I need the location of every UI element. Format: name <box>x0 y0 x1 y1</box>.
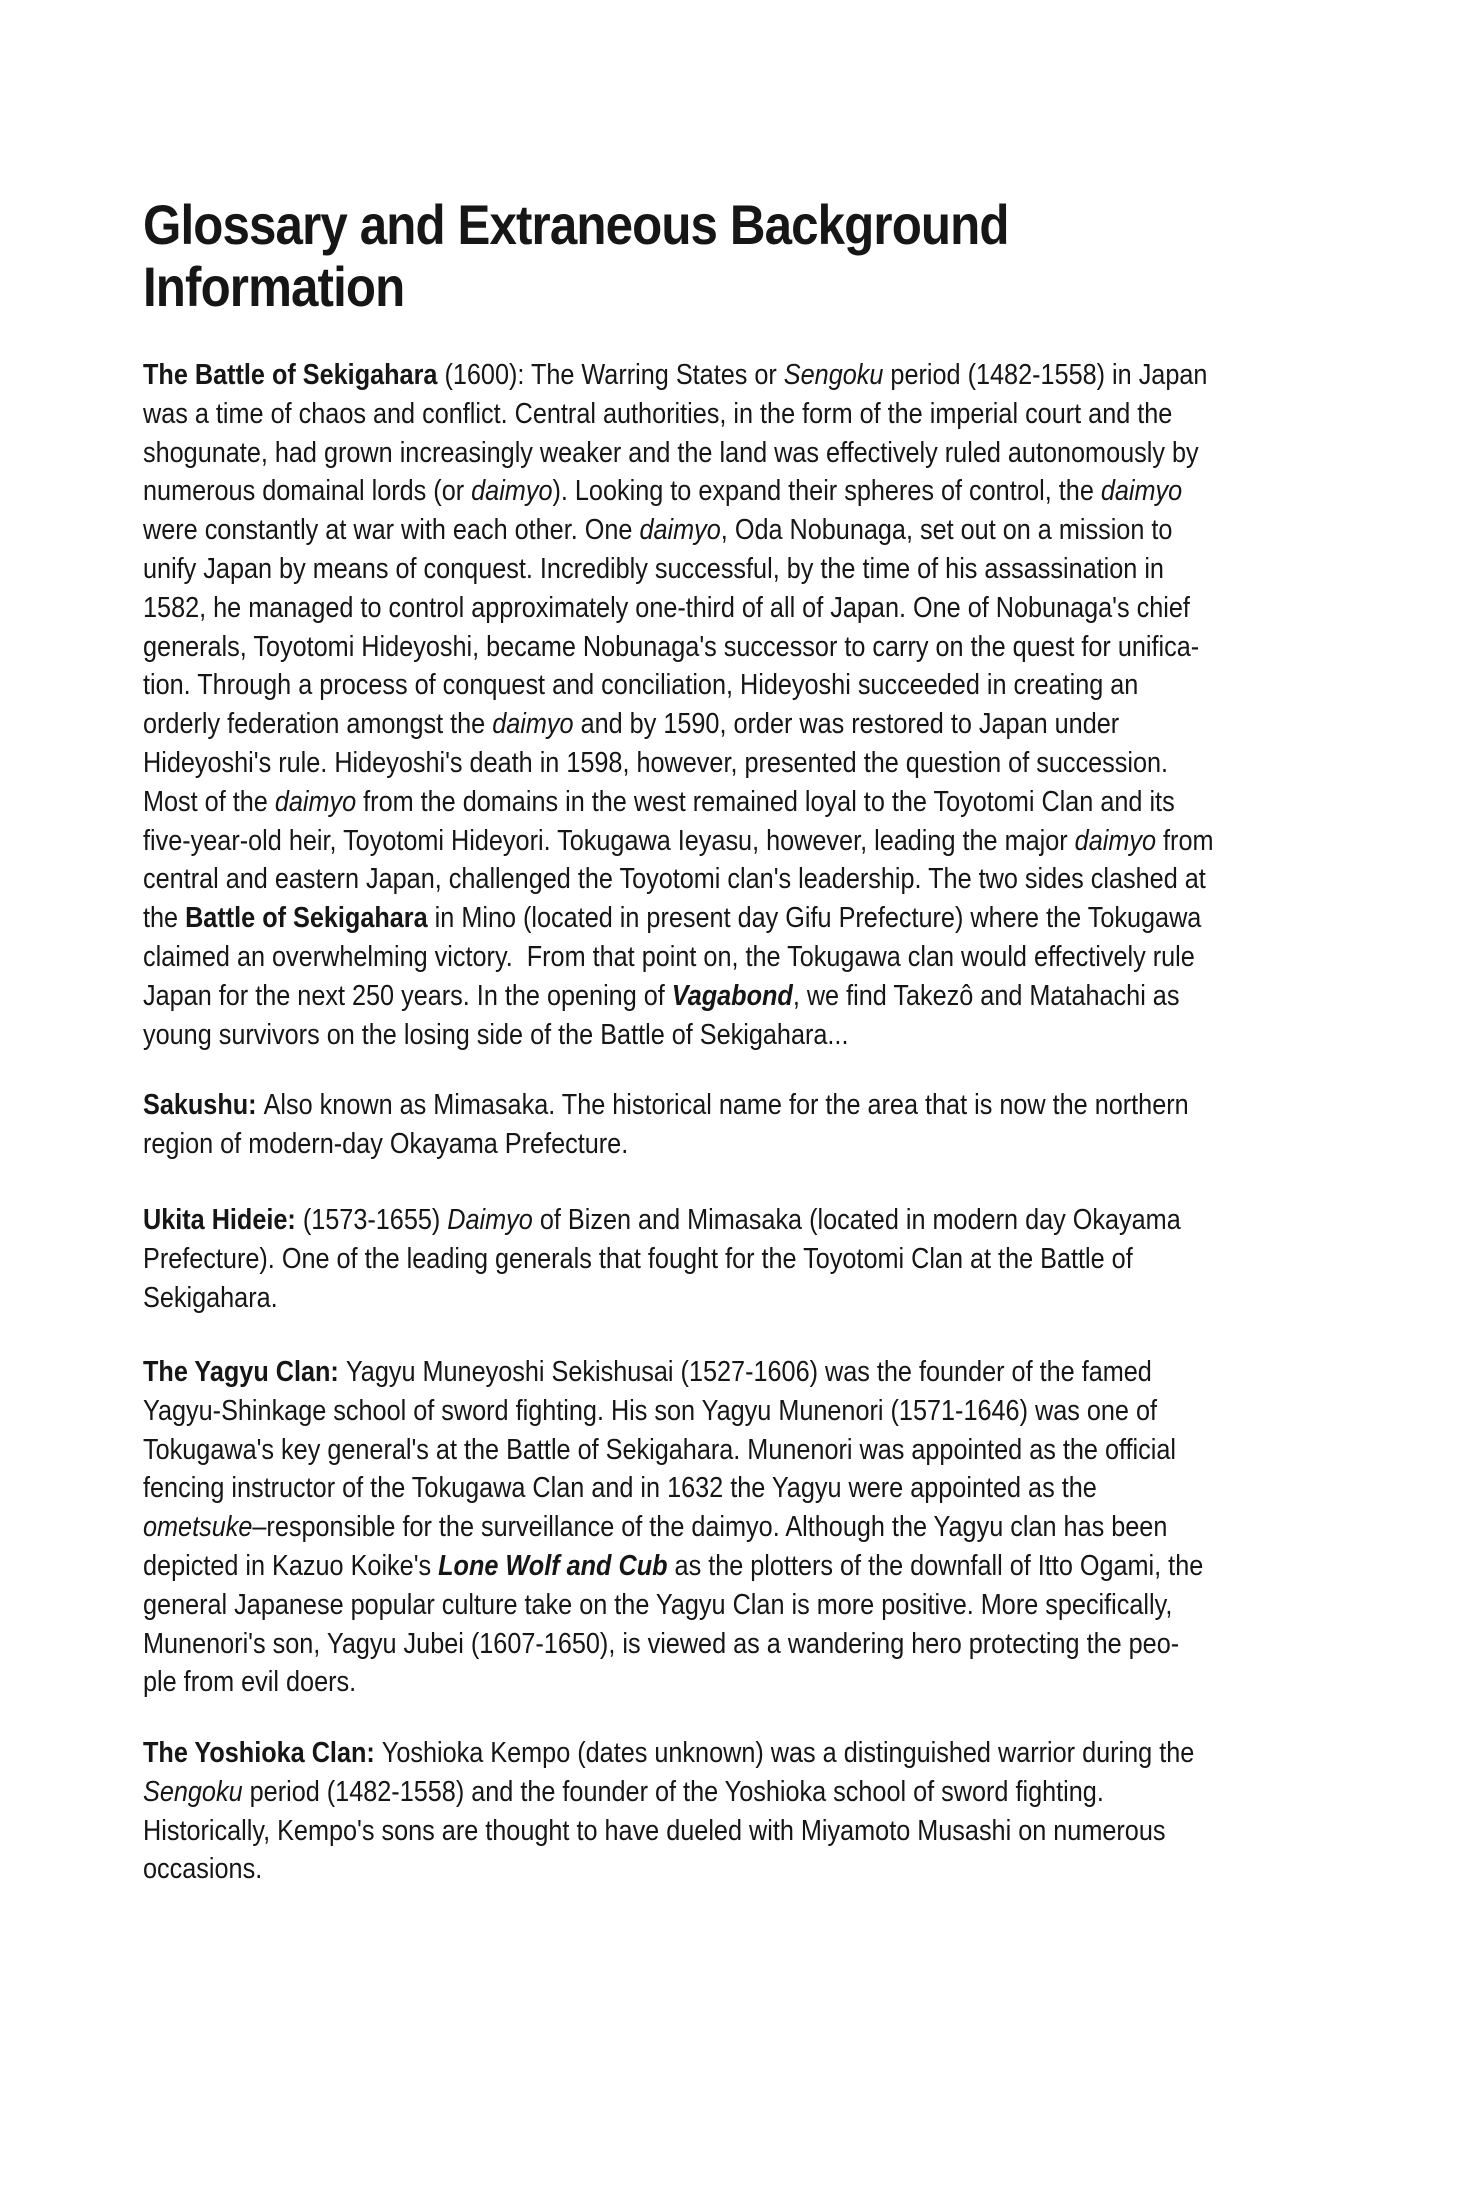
text-segment: Also known as Mimasaka. The historical name for the area that is now the northern <box>263 1089 1189 1121</box>
text-segment: shogunate, had grown increasingly weaker and the land was effectively ruled autonomously by <box>143 436 1199 469</box>
text-line <box>143 194 1009 256</box>
text-line <box>143 1016 1213 1055</box>
text-segment: , we find Takezô and Matahachi as <box>792 979 1180 1012</box>
text-segment: Prefecture). One of the leading generals that fought for the Toyotomi Clan at the Battle of <box>143 1242 1133 1275</box>
text-line <box>143 1279 1181 1318</box>
text-segment: ple from evil doers. <box>143 1666 357 1699</box>
text-segment: orderly federation amongst the <box>143 708 493 741</box>
text-line <box>143 705 1213 744</box>
text-line <box>143 511 1213 550</box>
text-segment: Yagyu-Shinkage school of sword fighting. His son Yagyu Munenori (1571-1646) was one of <box>143 1394 1158 1427</box>
text-line <box>143 1625 1203 1664</box>
text-segment: depicted in Kazuo Koike's <box>143 1549 439 1582</box>
text-line <box>143 434 1213 473</box>
text-segment: , Oda Nobunaga, set out on a mission to <box>720 514 1173 547</box>
text-line <box>143 1734 1194 1773</box>
text-segment: Daimyo <box>447 1204 533 1236</box>
section-yagyu-clan <box>143 1353 1203 1702</box>
text-line <box>143 1086 1189 1125</box>
text-line <box>143 1240 1181 1279</box>
text-segment: period (1482-1558) and the founder of the Yoshioka school of sword fighting. <box>242 1775 1104 1808</box>
text-segment: (1573-1655) <box>302 1204 448 1236</box>
text-segment: was a time of chaos and conflict. Central authorities, in the form of the imperial court and the <box>143 397 1173 430</box>
text-segment: Battle of Sekigahara <box>185 902 428 935</box>
text-line <box>143 550 1213 589</box>
text-line <box>143 356 1213 395</box>
text-line <box>143 977 1213 1016</box>
text-segment: claimed an overwhelming victory. From that point on, the Tokugawa clan would effectively rule <box>143 940 1195 973</box>
section-sakushu <box>143 1086 1189 1164</box>
text-line <box>143 472 1213 511</box>
text-line <box>143 395 1213 434</box>
text-segment: region of modern-day Okayama Prefecture. <box>143 1127 629 1160</box>
text-segment: The Battle of Sekigahara <box>143 359 445 391</box>
section-yoshioka-clan <box>143 1734 1194 1889</box>
section-battle-of-sekigahara <box>143 356 1213 1054</box>
text-segment: fencing instructor of the Tokugawa Clan and in 1632 the Yagyu were appointed as the <box>143 1472 1097 1505</box>
text-line <box>143 1586 1203 1625</box>
text-segment: Historically, Kempo's sons are thought to have dueled with Miyamoto Musashi on numerous <box>143 1814 1166 1847</box>
text-segment: in Mino (located in present day Gifu Prefecture) where the Tokugawa <box>427 902 1202 935</box>
text-line <box>143 589 1213 628</box>
text-line <box>143 938 1213 977</box>
text-segment: from the domains in the west remained loyal to the Toyotomi Clan and its <box>356 785 1175 818</box>
text-segment: Munenori's son, Yagyu Jubei (1607-1650), is viewed as a wandering hero protecting the peo- <box>143 1627 1180 1660</box>
text-line <box>143 860 1213 899</box>
text-segment: young survivors on the losing side of the Battle of Sekigahara... <box>143 1018 849 1051</box>
section-ukita-hideie <box>143 1201 1181 1317</box>
text-segment: daimyo <box>471 475 553 508</box>
text-segment: unify Japan by means of conquest. Incredibly successful, by the time of his assassination in <box>143 552 1164 585</box>
text-segment: Most of the <box>143 785 275 818</box>
text-segment: daimyo <box>1074 824 1157 857</box>
text-segment: The Yagyu Clan: <box>143 1356 346 1388</box>
text-segment: Hideyoshi's rule. Hideyoshi's death in 1598, however, presented the question of succession. <box>143 746 1169 779</box>
text-segment: were constantly at war with each other. One <box>143 514 640 547</box>
text-segment: tion. Through a process of conquest and conciliation, Hideyoshi succeeded in creating an <box>143 669 1139 702</box>
text-segment: 1582, he managed to control approximately one-third of all of Japan. One of Nobunaga's chief <box>143 591 1190 624</box>
text-segment: Information <box>143 255 405 318</box>
text-segment: daimyo <box>492 708 574 741</box>
text-segment: central and eastern Japan, challenged the Toyotomi clan's leadership. The two sides clashed at <box>143 863 1206 896</box>
text-segment: as the plotters of the downfall of Itto Ogami, the <box>667 1549 1204 1582</box>
text-segment: Yagyu Muneyoshi Sekishusai (1527-1606) was the founder of the famed <box>345 1356 1152 1388</box>
text-segment: –responsible for the surveillance of the daimyo. Although the Yagyu clan has been <box>252 1511 1168 1544</box>
text-segment: daimyo <box>1100 475 1183 508</box>
text-segment: Sengoku <box>783 359 884 391</box>
text-line <box>143 899 1213 938</box>
text-line <box>143 1850 1194 1889</box>
text-segment: numerous domainal lords (or <box>143 475 472 508</box>
text-line <box>143 744 1213 783</box>
text-segment: and by 1590, order was restored to Japan under <box>573 708 1120 741</box>
text-segment: ). Looking to expand their spheres of control, the <box>552 475 1101 508</box>
text-segment: Ukita Hideie: <box>143 1204 303 1236</box>
text-segment: occasions. <box>143 1853 263 1886</box>
text-segment: five-year-old heir, Toyotomi Hideyori. Tokugawa Ieyasu, however, leading the major <box>143 824 1075 857</box>
text-line <box>143 1663 1203 1702</box>
text-segment: from <box>1156 824 1214 857</box>
text-segment: Sakushu: <box>143 1089 264 1121</box>
text-line <box>143 783 1213 822</box>
text-segment: the <box>143 902 186 935</box>
text-line <box>143 1431 1203 1470</box>
text-segment: Glossary and Extraneous Background <box>143 193 1009 256</box>
text-segment: Sekigahara. <box>143 1281 278 1314</box>
text-line <box>143 1201 1181 1240</box>
text-segment: Tokugawa's key general's at the Battle of Sekigahara. Munenori was appointed as the official <box>143 1433 1177 1466</box>
text-line <box>143 1125 1189 1164</box>
text-segment: of Bizen and Mimasaka (located in modern day Okayama <box>532 1204 1181 1236</box>
text-segment: general Japanese popular culture take on the Yagyu Clan is more positive. More specifically, <box>143 1588 1173 1621</box>
text-line <box>143 1353 1203 1392</box>
text-line <box>143 1773 1194 1812</box>
text-line <box>143 256 1009 318</box>
text-line <box>143 1392 1203 1431</box>
text-segment: Lone Wolf and Cub <box>438 1549 668 1582</box>
text-segment: Yoshioka Kempo (dates unknown) was a distinguished warrior during the <box>381 1737 1195 1769</box>
page-title <box>143 194 1009 318</box>
text-segment: Japan for the next 250 years. In the opening of <box>143 979 672 1012</box>
text-line <box>143 1547 1203 1586</box>
text-segment: The Yoshioka Clan: <box>143 1737 382 1769</box>
text-segment: ometsuke <box>143 1511 253 1544</box>
text-segment: daimyo <box>639 514 721 547</box>
text-line <box>143 1812 1194 1851</box>
text-line <box>143 1469 1203 1508</box>
text-segment: Sengoku <box>143 1775 243 1808</box>
text-line <box>143 822 1213 861</box>
text-segment: (1600): The Warring States or <box>444 359 784 391</box>
text-line <box>143 666 1213 705</box>
text-segment: generals, Toyotomi Hideyoshi, became Nobunaga's successor to carry on the quest for unifica- <box>143 630 1200 663</box>
text-segment: daimyo <box>274 785 357 818</box>
text-line <box>143 628 1213 667</box>
text-line <box>143 1508 1203 1547</box>
text-segment: period (1482-1558) in Japan <box>883 359 1208 391</box>
text-segment: Vagabond <box>671 979 793 1012</box>
